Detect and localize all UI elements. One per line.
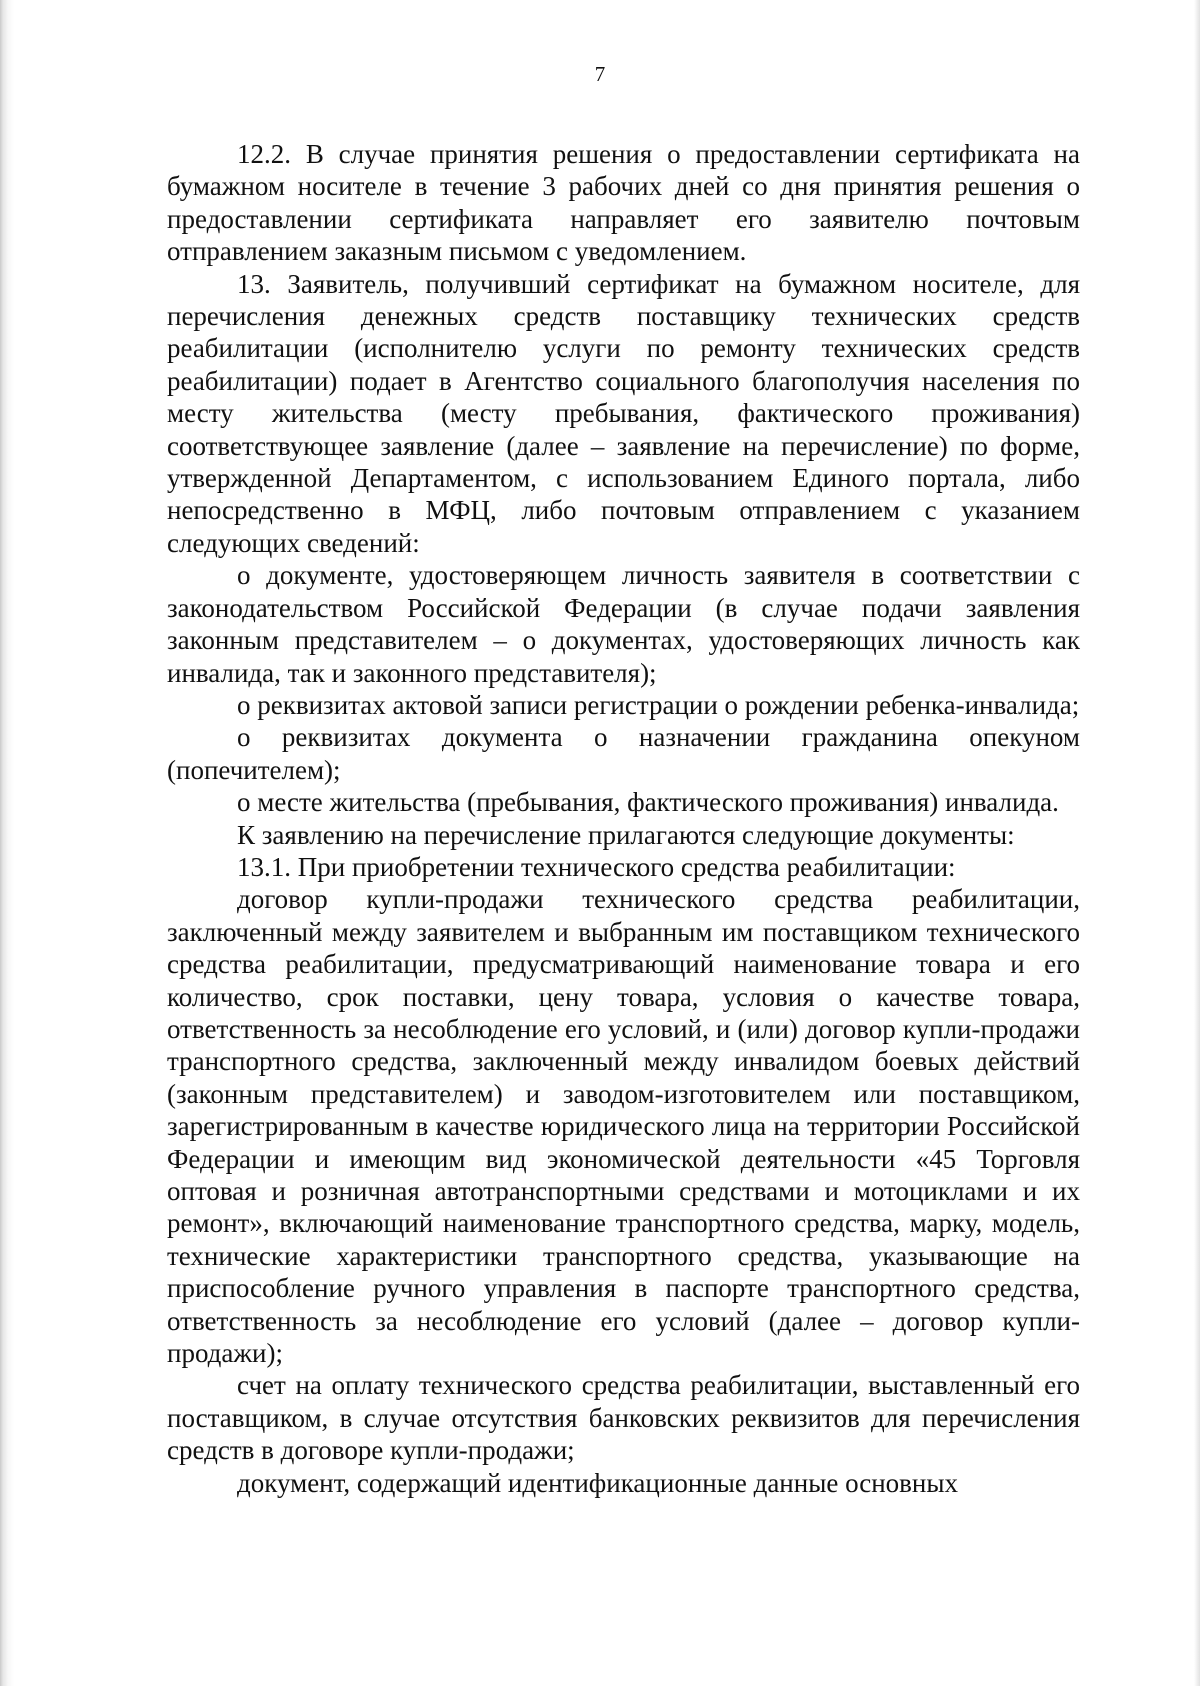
paragraph-attached-documents: К заявлению на перечисление прилагаются следующие документы:: [237, 819, 1015, 850]
page-number: 7: [594, 62, 606, 86]
paragraph-12-2: 12.2. В случае принятия решения о предоставлении сертификата на бумажном носителе в течение 3 рабочих дней со дня принятия решения о предоставлении сертификата направляет его заявителю почтовым отправлением заказным письмом с уведомлением.: [167, 139, 1080, 267]
paragraph-guardian-document: о реквизитах документа о назначении гражданина опекуном (попечителем);: [167, 722, 1080, 785]
paragraph-13-1: 13.1. При приобретении технического средства реабилитации:: [237, 851, 956, 882]
paragraph-place-of-residence: о месте жительства (пребывания, фактического проживания) инвалида.: [237, 787, 1059, 818]
paragraph-sales-contract: договор купли-продажи технического средства реабилитации, заключенный между заявителем и выбранным им поставщиком технического средства реабилитации, предусматривающий наименование товара и его количество, срок поставки, цену товара, условия о качестве товара, ответственность за несоблюдение его условий, и (или) договор купли-продажи транспортного средства, заключенный между инвалидом боевых действий (законным представителем) и заводом-изготовителем или поставщиком, зарегистрированным в качестве юридического лица на территории Российской Федерации и имеющим вид экономической деятельности «45 Торговля оптовая и розничная автотранспортными средствами и мотоциклами и их ремонт», включающий наименование транспортного средства, марку, модель, технические характеристики транспортного средства, указывающие на приспособление ручного управления в паспорте транспортного средства, ответственность за несоблюдение его условий (далее – договор купли-продажи);: [167, 884, 1080, 1369]
scan-edge-left: [0, 0, 14, 1686]
paragraph-identification-document: документ, содержащий идентификационные данные основных: [237, 1467, 959, 1498]
paragraph-invoice: счет на оплату технического средства реабилитации, выставленный его поставщиком, в случае отсутствия банковских реквизитов для перечисления средств в договоре купли-продажи;: [167, 1370, 1080, 1466]
paragraph-13: 13. Заявитель, получивший сертификат на бумажном носителе, для перечисления денежных средств поставщику технических средств реабилитации (исполнителю услуги по ремонту технических средств реабилитации) подает в Агентство социального благополучия населения по месту жительства (месту пребывания, фактического проживания) соответствующее заявление (далее – заявление на перечисление) по форме, утвержденной Департаментом, с использованием Единого портала, либо непосредственно в МФЦ, либо почтовым отправлением с указанием следующих сведений:: [167, 268, 1080, 558]
scan-edge-right: [1194, 0, 1200, 1686]
document-body: [167, 138, 1080, 1499]
paragraph-identity-document: о документе, удостоверяющем личность заявителя в соответствии с законодательством Российской Федерации (в случае подачи заявления законным представителем – о документах, удостоверяющих личность как инвалида, так и законного представителя);: [167, 560, 1080, 688]
paragraph-birth-record: о реквизитах актовой записи регистрации о рождении ребенка-инвалида;: [237, 689, 1080, 720]
